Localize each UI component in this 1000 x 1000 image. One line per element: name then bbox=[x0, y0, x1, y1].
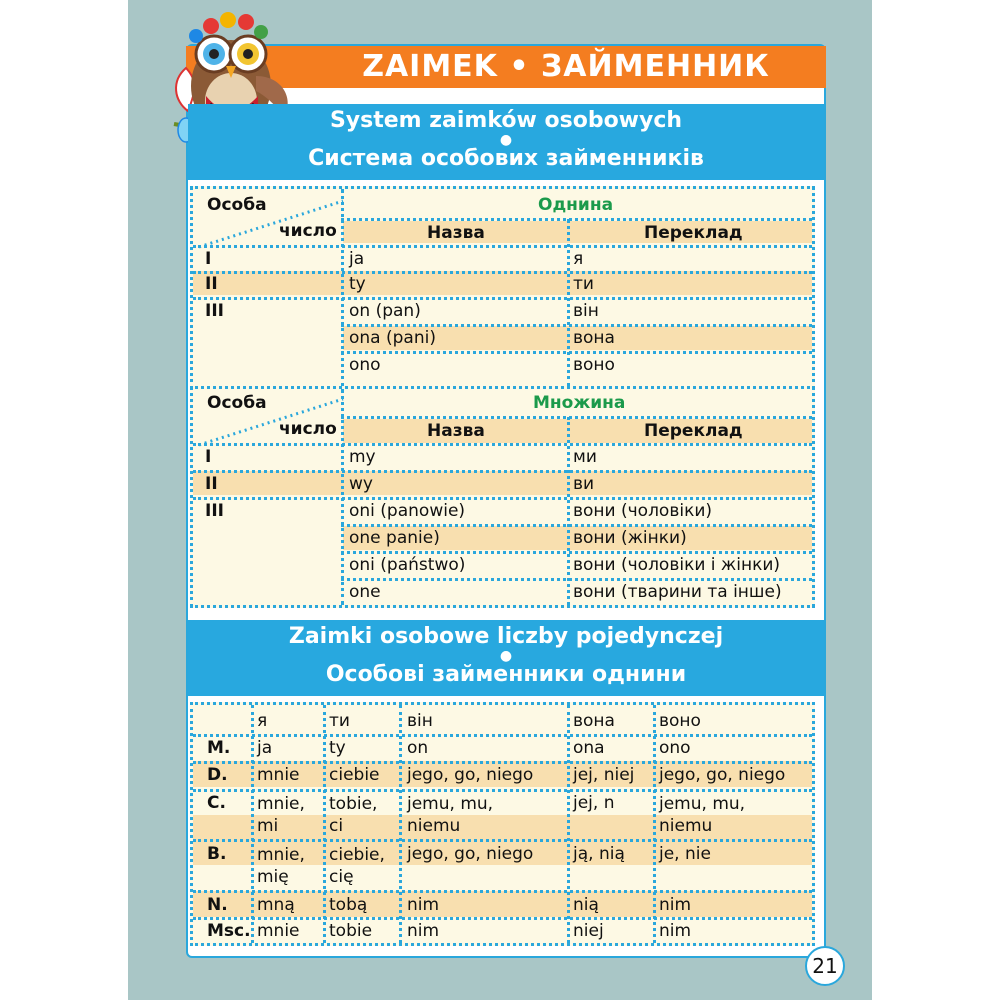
declension-cell: tobie bbox=[329, 921, 373, 941]
case-label: N. bbox=[207, 895, 228, 915]
pronoun-name: ja bbox=[349, 249, 365, 269]
column-divider bbox=[567, 705, 570, 943]
declension-cell: nim bbox=[659, 895, 692, 915]
pronoun-name: my bbox=[349, 447, 376, 467]
singular-group-label: Однина bbox=[538, 195, 614, 215]
declension-cell: mnie bbox=[257, 921, 300, 941]
plural-pronoun-table bbox=[190, 386, 815, 608]
row-divider bbox=[193, 497, 812, 500]
declension-cell: nim bbox=[659, 921, 692, 941]
chyslo-label: число bbox=[279, 221, 337, 241]
declension-cell: ona bbox=[573, 738, 605, 758]
page-title-text: ZAIMEK • ЗАЙМЕННИК bbox=[362, 49, 770, 84]
row-divider bbox=[341, 551, 812, 554]
diagonal-divider bbox=[197, 397, 345, 447]
person-label: I bbox=[205, 447, 212, 467]
plural-row-band bbox=[193, 471, 812, 495]
chyslo-label: число bbox=[279, 419, 337, 439]
declension-cell: mną bbox=[257, 895, 295, 915]
header-cell: воно bbox=[659, 711, 701, 731]
declension-cell: ja bbox=[257, 738, 273, 758]
singular-pronoun-table bbox=[190, 186, 815, 390]
col-translation-header: Переклад bbox=[644, 223, 743, 243]
case-label: Msc. bbox=[207, 921, 251, 941]
declension-cell: je, nie bbox=[659, 844, 711, 864]
header-cell: вона bbox=[573, 711, 615, 731]
declension-table bbox=[190, 702, 815, 946]
declension-cell: ciebie, cię bbox=[329, 845, 385, 887]
row-divider bbox=[341, 416, 812, 419]
case-label: C. bbox=[207, 793, 226, 813]
column-divider bbox=[399, 705, 402, 943]
section1-bullet: ● bbox=[499, 132, 513, 148]
declension-cell: mnie, mię bbox=[257, 845, 305, 887]
col-name-header: Назва bbox=[427, 223, 485, 243]
plural-group-label: Множина bbox=[533, 393, 626, 413]
declension-cell: jej, niej bbox=[573, 765, 635, 785]
pronoun-translation: воно bbox=[573, 355, 615, 375]
declension-cell: jego, go, niego bbox=[659, 765, 786, 785]
declension-cell: ty bbox=[329, 738, 346, 758]
section2-header bbox=[188, 620, 824, 696]
pronoun-translation: вони (жінки) bbox=[573, 528, 687, 548]
row-divider bbox=[193, 917, 812, 920]
declension-cell: niej bbox=[573, 921, 604, 941]
header-cell: він bbox=[407, 711, 433, 731]
page-number: 21 bbox=[805, 946, 845, 986]
pronoun-name: on (pan) bbox=[349, 301, 421, 321]
declension-cell: tobą bbox=[329, 895, 368, 915]
declension-cell: nią bbox=[573, 895, 599, 915]
row-divider bbox=[193, 761, 812, 764]
row-divider bbox=[193, 271, 812, 274]
pronoun-translation: він bbox=[573, 301, 599, 321]
declension-cell: jemu, mu, niemu bbox=[659, 794, 746, 836]
pronoun-name: one panie) bbox=[349, 528, 440, 548]
person-label: III bbox=[205, 301, 224, 321]
section2-title-uk: Особові займенники однини bbox=[325, 662, 687, 687]
osoba-label: Особа bbox=[207, 195, 267, 215]
pronoun-name: wy bbox=[349, 474, 373, 494]
declension-cell: ciebie bbox=[329, 765, 380, 785]
pronoun-translation: ви bbox=[573, 474, 595, 494]
row-divider bbox=[193, 245, 812, 248]
row-divider bbox=[341, 351, 812, 354]
row-divider bbox=[341, 324, 812, 327]
section2-title-pl: Zaimki osobowe liczby pojedynczej bbox=[288, 624, 724, 649]
pronoun-translation: вони (чоловіки і жінки) bbox=[573, 555, 781, 575]
case-label: B. bbox=[207, 844, 227, 864]
singular-row-band bbox=[193, 271, 812, 295]
pronoun-translation: вона bbox=[573, 328, 615, 348]
declension-cell: ją, nią bbox=[573, 844, 625, 864]
pronoun-name: oni (państwo) bbox=[349, 555, 466, 575]
pronoun-translation: ми bbox=[573, 447, 597, 467]
row-divider bbox=[193, 470, 812, 473]
header-cell: ти bbox=[329, 711, 350, 731]
col-name-header: Назва bbox=[427, 421, 485, 441]
declension-cell: mnie, mi bbox=[257, 794, 305, 836]
pronoun-name: oni (panowie) bbox=[349, 501, 466, 521]
col-translation-header: Переклад bbox=[644, 421, 743, 441]
pronoun-name: ona (pani) bbox=[349, 328, 436, 348]
declension-cell: ono bbox=[659, 738, 691, 758]
section2-bullet: ● bbox=[499, 648, 513, 664]
pronoun-translation: вони (чоловіки) bbox=[573, 501, 713, 521]
declension-cell: nim bbox=[407, 921, 440, 941]
row-divider bbox=[193, 789, 812, 792]
pronoun-name: one bbox=[349, 582, 381, 602]
section1-title-pl: System zaimków osobowych bbox=[329, 108, 683, 133]
section1-title-uk: Система особових займенників bbox=[308, 146, 704, 171]
declension-cell: on bbox=[407, 738, 429, 758]
row-divider bbox=[341, 218, 812, 221]
pronoun-translation: я bbox=[573, 249, 584, 269]
column-divider bbox=[323, 705, 326, 943]
declension-cell: jego, go, niego bbox=[407, 765, 534, 785]
pronoun-name: ty bbox=[349, 274, 366, 294]
row-divider bbox=[193, 443, 812, 446]
person-label: II bbox=[205, 474, 218, 494]
declension-cell: mnie bbox=[257, 765, 300, 785]
pronoun-translation: ти bbox=[573, 274, 594, 294]
row-divider bbox=[341, 524, 812, 527]
declension-cell: tobie, ci bbox=[329, 794, 378, 836]
declension-cell: jej, n bbox=[573, 793, 615, 813]
person-label: II bbox=[205, 274, 218, 294]
row-divider bbox=[193, 297, 812, 300]
person-label: III bbox=[205, 501, 224, 521]
person-label: I bbox=[205, 249, 212, 269]
column-divider bbox=[251, 705, 254, 943]
row-divider bbox=[193, 734, 812, 737]
declension-cell: jego, go, niego bbox=[407, 844, 534, 864]
row-divider bbox=[193, 839, 812, 842]
declension-cell: nim bbox=[407, 895, 440, 915]
case-label: D. bbox=[207, 765, 228, 785]
column-divider bbox=[653, 705, 656, 943]
osoba-label: Особа bbox=[207, 393, 267, 413]
header-cell: я bbox=[257, 711, 268, 731]
section1-header bbox=[188, 104, 824, 180]
pronoun-name: ono bbox=[349, 355, 381, 375]
row-divider bbox=[341, 578, 812, 581]
declension-cell: jemu, mu, niemu bbox=[407, 794, 494, 836]
row-divider bbox=[193, 890, 812, 893]
pronoun-translation: вони (тварини та інше) bbox=[573, 582, 782, 602]
case-label: M. bbox=[207, 738, 231, 758]
diagonal-divider bbox=[197, 199, 345, 249]
